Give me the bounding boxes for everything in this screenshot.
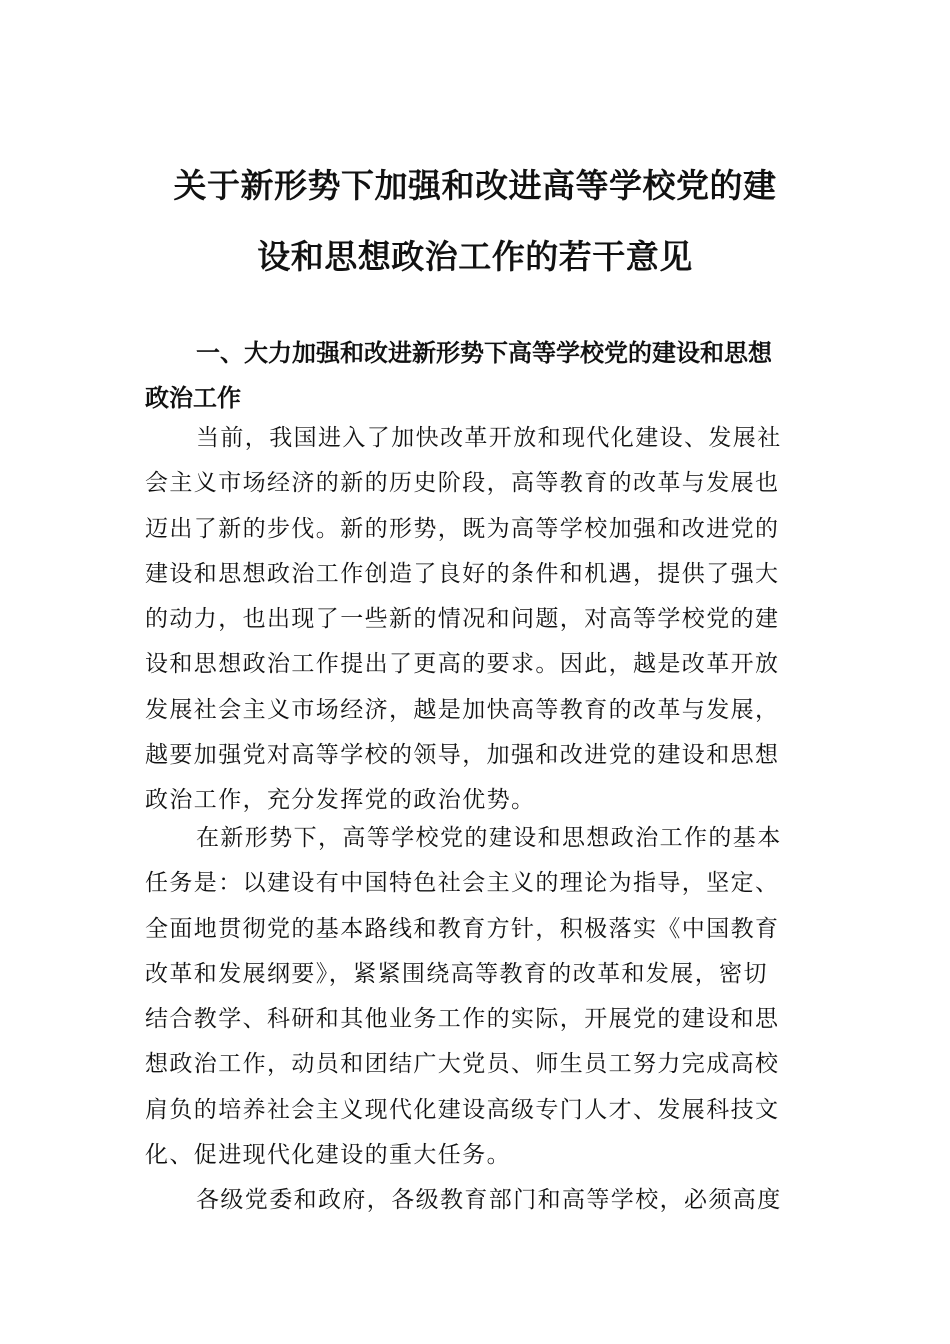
paragraph-line: 迈出了新的步伐。新的形势，既为高等学校加强和改进党的 bbox=[145, 515, 780, 542]
paragraph-1 bbox=[145, 416, 810, 824]
paragraph-line: 发展社会主义市场经济，越是加快高等教育的改革与发展， bbox=[145, 696, 780, 723]
paragraph-line: 肩负的培养社会主义现代化建设高级专门人才、发展科技文 bbox=[145, 1096, 780, 1123]
paragraph-line: 任务是：以建设有中国特色社会主义的理论为指导，坚定、 bbox=[145, 870, 780, 897]
paragraph-line: 想政治工作，动员和团结广大党员、师生员工努力完成高校 bbox=[145, 1051, 780, 1078]
paragraph-line: 政治工作，充分发挥党的政治优势。 bbox=[145, 787, 536, 814]
title-line: 关于新形势下加强和改进高等学校党的建 bbox=[173, 166, 777, 205]
paragraph-line: 会主义市场经济的新的历史阶段，高等教育的改革与发展也 bbox=[145, 470, 780, 497]
paragraph-line: 在新形势下，高等学校党的建设和思想政治工作的基本 bbox=[196, 825, 782, 851]
paragraph-3 bbox=[145, 1178, 810, 1223]
paragraph-line: 全面地贯彻党的基本路线和教育方针，积极落实《中国教育 bbox=[145, 915, 780, 942]
heading-line: 一、大力加强和改进新形势下高等学校党的建设和思想 bbox=[196, 339, 772, 367]
paragraph-line: 结合教学、科研和其他业务工作的实际，开展党的建设和思 bbox=[145, 1006, 780, 1033]
paragraph-line: 设和思想政治工作提出了更高的要求。因此，越是改革开放 bbox=[145, 651, 780, 678]
paragraph-line: 化、促进现代化建设的重大任务。 bbox=[145, 1142, 511, 1169]
paragraph-line: 改革和发展纲要》，紧紧围绕高等教育的改革和发展，密切 bbox=[145, 960, 768, 987]
paragraph-line: 建设和思想政治工作创造了良好的条件和机遇，提供了强大 bbox=[145, 560, 780, 587]
paragraph-line: 各级党委和政府，各级教育部门和高等学校，必须高度 bbox=[196, 1187, 782, 1213]
paragraph-2 bbox=[145, 816, 810, 1178]
document-title bbox=[130, 150, 820, 292]
paragraph-line: 越要加强党对高等学校的领导，加强和改进党的建设和思想 bbox=[145, 742, 780, 769]
heading-line: 政治工作 bbox=[145, 384, 241, 412]
section-heading bbox=[145, 331, 810, 421]
title-line: 设和思想政治工作的若干意见 bbox=[257, 237, 693, 276]
paragraph-line: 当前，我国进入了加快改革开放和现代化建设、发展社 bbox=[196, 425, 782, 451]
paragraph-line: 的动力，也出现了一些新的情况和问题，对高等学校党的建 bbox=[145, 606, 780, 633]
